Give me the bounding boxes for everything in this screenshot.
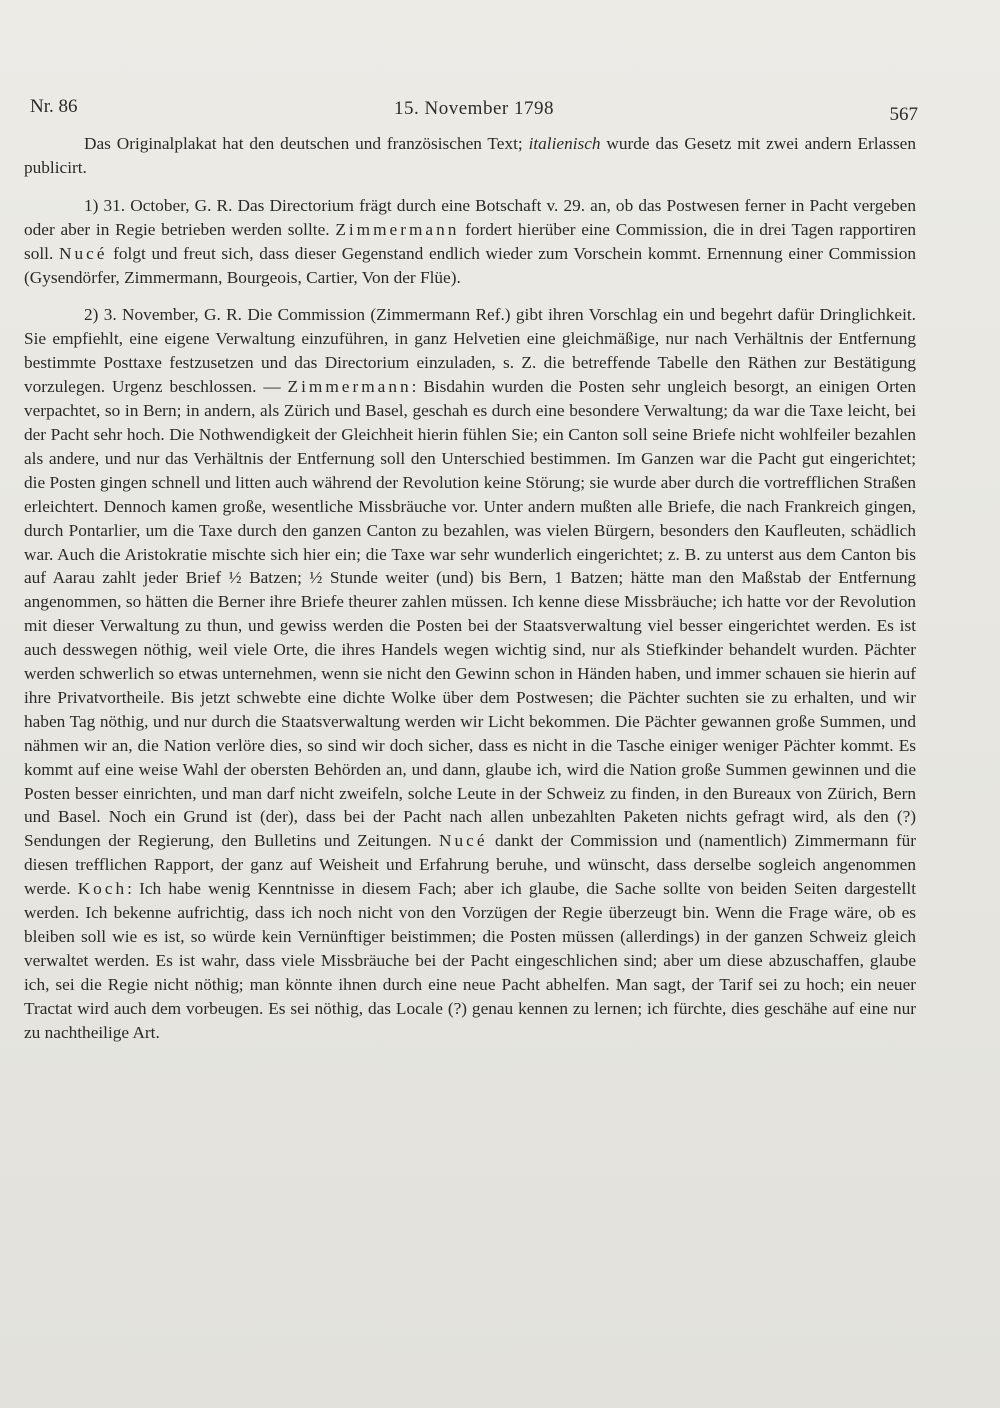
- paragraph-entry-2: [24, 303, 916, 1044]
- paragraph-entry-1: [24, 194, 916, 290]
- text-run: : Ich habe wenig Kenntnisse in diesem Fach; aber ich glaube, die Sache sollte von beiden Seiten dargestellt werden. Ich bekenne aufrichtig, dass ich noch nicht von den Vorzügen der Regie überzeugt bin. Wenn die Frage wäre, ob es bleiben soll wie es ist, so würde kein Vernünftiger beistimmen; die Posten müssen (allerdings) in der ganzen Schweiz gleich verwaltet werden. Es ist wahr, dass viele Missbräuche bei der Pacht eingeschlichen sind; aber um diese abzuschaffen, glaube ich, sei die Regie nicht nöthig; man könnte ihnen durch eine neue Pacht abhelfen. Man sagt, der Tarif sei zu hoch; ein neuer Tractat wird auch dem vorbeugen. Es sei nöthig, das Locale (?) genau kennen zu lernen; ich fürchte, dies geschähe auf eine nur zu nachtheilige Art.: [24, 879, 917, 1042]
- header-date: 15. November 1798: [394, 98, 554, 119]
- paragraph-gap: [24, 289, 916, 303]
- paragraph-gap: [24, 180, 916, 194]
- text-run: 2) 3. November, G. R. Die Commission (Zimmermann Ref.) gibt ihren Vorschlag ein und begehrt dafür Dringlichkeit. Sie empfiehlt, eine eigene Verwaltung einzuführen, in ganz Helvetien eine gleichmäßige, nur nach Verhältnis der Entfernung bestimmte Posttaxe festzusetzen und das Directorium einzuladen, s. Z. die betreffende Tabelle den Räthen zur Bestätigung vorzulegen. Urgenz beschlossen. —: [24, 305, 916, 397]
- page-number: 567: [889, 104, 918, 125]
- document-number: Nr. 86: [30, 96, 78, 117]
- speaker-name: Zimmermann: [287, 377, 412, 397]
- text-run: 1) 31. October, G. R. Das Directorium frägt durch eine Botschaft v. 29. an, ob das Postwesen ferner in Pacht vergeben oder aber in Regie betrieben werden sollte.: [24, 195, 916, 239]
- text-run: Das Originalplakat hat den deutschen und französischen Text;: [84, 134, 529, 153]
- text-run: fordert hierüber eine Commission, die in drei Tagen rapportiren soll.: [24, 219, 916, 263]
- paragraph-original-poster-note: [24, 132, 916, 180]
- speaker-name: Zimmermann: [335, 219, 460, 239]
- text-run: dankt der Commission und (namentlich) Zimmermann für diesen trefflichen Rapport, der ganz auf Weisheit und Erfahrung beruhe, und wünscht, dass derselbe sogleich angenommen werde.: [24, 831, 916, 899]
- italic-word: italienisch: [528, 134, 601, 153]
- speaker-name: Nucé: [59, 243, 108, 263]
- speaker-name: Nucé: [439, 831, 488, 851]
- text-run: wurde das Gesetz mit zwei andern Erlassen publicirt.: [24, 134, 916, 177]
- speaker-name: Koch: [77, 879, 128, 899]
- text-run: : Bisdahin wurden die Posten sehr ungleich besorgt, an einigen Orten verpachtet, so in Bern; in andern, als Zürich und Basel, geschah es durch eine besondere Verwaltung; da war die Taxe leicht, bei der Pacht sehr hoch. Die Nothwendigkeit der Gleichheit hierin fühlen Sie; ein Canton soll seine Briefe nicht wohlfeiler bezahlen als andere, und nur das Verhältnis der Entfernung soll den Unterschied bestimmen. Im Ganzen war die Pacht gut eingerichtet; die Posten gingen schnell und litten auch während der Revolution keine Störung; sie wurde aber durch die vortrefflichen Straßen erleichtert. Dennoch kamen große, wesentliche Missbräuche vor. Unter andern mußten alle Briefe, die nach Frankreich gingen, durch Pontarlier, um die Taxe durch den ganzen Canton zu bezahlen, was vielen Bürgern, besonders den Kaufleuten, schädlich war. Auch die Aristokratie mischte sich hier ein; die Taxe war sehr wunderlich eingerichtet; z. B. zu unterst aus dem Canton bis auf Aarau zahlt jeder Brief ½ Batzen; ½ Stunde weiter (und) bis Bern, 1 Batzen; hätte man den Maßstab der Entfernung angenommen, so hätten die Berner ihre Briefe theurer zahlen müssen. Ich kenne diese Missbräuche; ich hatte vor der Revolution mit dieser Verwaltung zu thun, und gewiss werden die Posten bei der Staatsverwaltung viel besser eingerichtet werden. Es ist auch desswegen nöthig, weil viele Orte, die ihres Handels wegen wichtig sind, nur als Stiefkinder behandelt wurden. Pächter werden schwerlich so etwas unternehmen, wenn sie nicht den Gewinn schon in Händen haben, und immer schauen sie hierin auf ihre Privatvortheile. Bis jetzt schwebte eine dichte Wolke über dem Postwesen; die Pächter suchten sie zu erhalten, und wir haben Tag nöthig, und nur durch die Staatsverwaltung werden wir Licht bekommen. Die Pächter gewannen große Summen, und nähmen wir an, die Nation verlöre dies, so sind wir doch sicher, dass es nicht in die Tasche einiger weniger Pächter kommt. Es kommt auf eine weise Wahl der obersten Behörden an, und dann, glaube ich, wird die Nation große Summen gewinnen und die Posten besser einrichten, und man darf nicht zweifeln, solche Leute in der Schweiz zu finden, in den Bureaux von Zürich, Bern und Basel. Noch ein Grund ist (der), dass bei der Pacht nach allen unbezahlten Paketen nichts gefragt wird, als den (?) Sendungen der Regierung, den Bulletins und Zeitungen.: [24, 377, 916, 851]
- text-run: folgt und freut sich, dass dieser Gegenstand endlich wieder zum Vorschein kommt. Ernennung einer Commission (Gysendörfer, Zimmermann, Bourgeois, Cartier, Von der Flüe).: [24, 243, 917, 287]
- body-text: [24, 132, 916, 1045]
- running-header: [30, 96, 918, 124]
